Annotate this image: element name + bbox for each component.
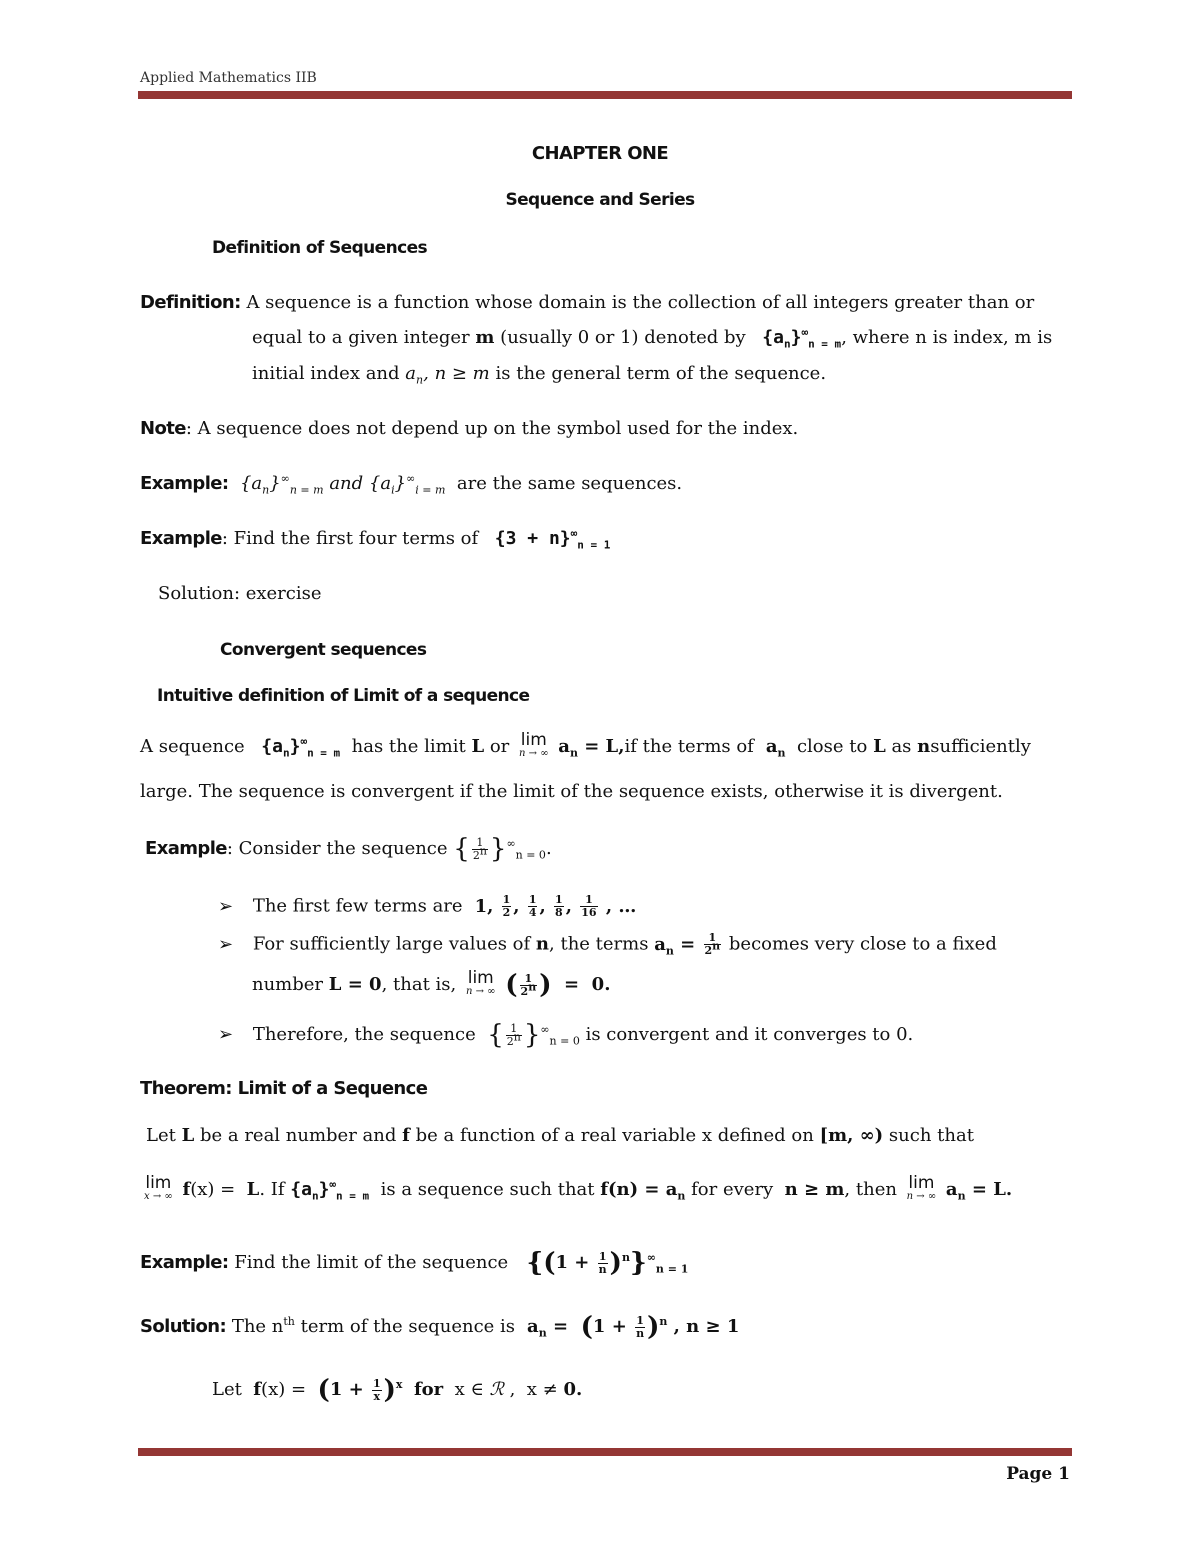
theorem-l2a: . If	[259, 1179, 285, 1200]
math-lim-2: lim n → ∞	[465, 968, 496, 997]
math-L: L	[471, 736, 485, 757]
math-L-3: L	[181, 1125, 195, 1146]
limit-definition-line-2: large. The sequence is convergent if the limit of the sequence exists, otherwise it is divergent.	[140, 781, 1003, 802]
math-n-geq-m: n ≥ m	[784, 1179, 845, 1200]
bullet-item-2	[218, 932, 997, 957]
limitdef-e: close to	[796, 736, 868, 757]
section-heading-definition: Definition of Sequences	[212, 238, 428, 258]
theorem-line-2: lim x → ∞ f(x) = L. If $\{a_n\}^\infty_{n = m}$ is a sequence such that $f(n) = a_n$ for every n ≥ m, then lim n → ∞ $a_n = L$.	[144, 1173, 1013, 1203]
definition-line-2	[252, 326, 1053, 351]
math-seq-ai: $\{a_i\}^\infty_{i = m}$	[368, 472, 446, 497]
chapter-title: CHAPTER ONE	[531, 143, 669, 164]
math-an: $a_n$	[759, 736, 786, 760]
math-interval: [m, ∞)	[819, 1125, 884, 1146]
limitdef-c: or	[489, 736, 510, 757]
bullet-2-text-e: , that is,	[381, 974, 457, 995]
math-sequence-an: $\{a_n\}^\infty_{n = m}$	[751, 326, 842, 351]
running-header: Applied Mathematics IIB	[140, 70, 317, 86]
definition-label: Definition:	[140, 292, 241, 313]
example-3-line	[145, 834, 552, 864]
example-2-text: : Find the first four terms of	[221, 528, 479, 549]
bullet-3-text-a: Therefore, the sequence	[252, 1024, 476, 1045]
bullet-item-1	[218, 894, 636, 919]
definition-text-1: A sequence is a function whose domain is the collection of all integers greater than or	[246, 292, 1035, 313]
theorem-l2b: is a sequence such that	[380, 1179, 595, 1200]
let-a: Let	[212, 1379, 242, 1400]
math-n-2: n	[535, 933, 550, 955]
example-4-line	[140, 1248, 688, 1278]
example-1-line	[140, 472, 683, 497]
math-seq-2: $\{a_n\}^\infty_{n = m}$	[290, 1178, 370, 1203]
math-L-2: L	[873, 736, 886, 757]
math-seq-an: $\{a_n\}^\infty_{n = m}$	[234, 472, 324, 497]
theorem-l1e: such that	[888, 1125, 974, 1146]
math-an-eq-L-2: $a_n = L$.	[945, 1179, 1013, 1203]
example-1-text: are the same sequences.	[456, 473, 683, 494]
math-seq-half-pow: { $\frac{1}{2^n}$ }$^\infty_{n = 0}$.	[453, 834, 552, 864]
math-seq-half-pow-2: { $\frac{1}{2^n}$ }$^\infty_{n = 0}$	[487, 1020, 580, 1050]
math-an-compound: $a_n = (1$ + $\frac{1}{n}$ )$^n$ , n ≥ 1	[520, 1312, 740, 1342]
theorem-l1b: be a real number and	[199, 1125, 397, 1146]
arrow-bullet-icon: ➢	[218, 933, 234, 955]
page-number: Page 1	[1006, 1464, 1070, 1484]
theorem-heading	[140, 1078, 427, 1099]
solution-2-line	[140, 1312, 739, 1342]
bullet-2-text-d: number	[252, 974, 324, 995]
example-3-text: : Consider the sequence	[226, 838, 448, 859]
example-3-label: Example	[145, 838, 227, 859]
bullet-item-3	[218, 1020, 913, 1050]
definition-text-3a: initial index and	[252, 363, 400, 384]
bullet-2-text-c: becomes very close to a fixed	[728, 933, 997, 955]
definition-text-2a: equal to a given integer	[252, 327, 470, 348]
limitdef-g: sufficiently	[930, 736, 1031, 757]
math-seq: $\{a_n\}^\infty_{n = m}$	[250, 735, 341, 760]
math-terms: 1, $\frac{1}{2}$ , $\frac{1}{4}$ , $\frac{1}{8}$ , $\frac{1}{16}$ , …	[468, 893, 637, 919]
theorem-l2c: for every	[691, 1179, 774, 1200]
example-1-label: Example:	[140, 473, 229, 494]
math-L-eq-0: L = 0	[328, 974, 382, 995]
math-fx-eq-L: f	[182, 1179, 191, 1200]
bullet-item-2-cont	[252, 970, 610, 1000]
limitdef-b: has the limit	[351, 736, 466, 757]
math-an-eq-L: $a_n = L$,	[558, 736, 625, 760]
limitdef-d: if the terms of	[624, 736, 754, 757]
theorem-l1c: be a function of a real variable	[415, 1125, 697, 1146]
example-2-label: Example	[140, 528, 222, 549]
let-for: for	[413, 1379, 444, 1400]
bullet-3-text-b: is convergent and it converges to 0.	[585, 1024, 914, 1045]
math-lim-value: ( $\frac{1}{2^n}$ ) = 0.	[505, 970, 611, 1000]
let-line: Let f(x) = (1 + $\frac{1}{x}$ )$^x$ for x ∈ ℛ , x ≠ 0.	[212, 1375, 583, 1405]
math-an-frac: $a_n$ = $\frac{1}{2^n}$	[654, 931, 721, 958]
theorem-l1d: defined on	[717, 1125, 814, 1146]
section-heading-intuitive-limit: Intuitive definition of Limit of a sequence	[157, 686, 530, 706]
note-line	[140, 418, 798, 439]
theorem-l1a: Let	[146, 1125, 176, 1146]
solution-2-label: Solution:	[140, 1316, 227, 1337]
example-1-and: and	[329, 473, 364, 494]
math-lim-3: lim x → ∞	[144, 1173, 173, 1202]
header-rule	[138, 91, 1072, 99]
solution-1: Solution: exercise	[158, 583, 322, 604]
bullet-1-text: The first few terms are	[252, 895, 463, 917]
limit-definition-line-1	[140, 730, 1031, 761]
math-x-in-R: x ∈ ℛ , x ≠ 0.	[454, 1379, 583, 1400]
definition-line-1	[140, 292, 1034, 313]
arrow-bullet-icon: ➢	[218, 895, 234, 917]
math-f: f	[402, 1125, 410, 1146]
definition-text-2c: , where n is index, m is	[841, 327, 1053, 348]
section-heading-convergent: Convergent sequences	[220, 640, 427, 660]
math-fn-eq-an: $f(n) = a_n$	[600, 1179, 686, 1203]
math-seq-3-plus-n: $\{3 + n\}^\infty_{n = 1}$	[483, 527, 611, 552]
limitdef-f: as	[891, 736, 912, 757]
math-fx-def: f	[253, 1379, 262, 1400]
theorem-label: Theorem:	[140, 1078, 232, 1099]
example-4-label: Example:	[140, 1252, 229, 1273]
example-4-text: Find the limit of the sequence	[234, 1252, 509, 1273]
bullet-2-text-a: For sufficiently large values of	[252, 933, 531, 955]
math-x: x	[701, 1125, 712, 1146]
chapter-subtitle: Sequence and Series	[505, 190, 695, 210]
math-n: n	[917, 736, 931, 757]
solution-2-a: The n	[231, 1316, 284, 1337]
footer-rule	[138, 1448, 1072, 1456]
math-general-term: $a_n$, n ≥ m	[405, 363, 490, 387]
solution-2-b: term of the sequence is	[300, 1316, 516, 1337]
definition-text-2b: (usually 0 or 1) denoted by	[500, 327, 746, 348]
math-seq-compound: {(1 + $\frac{1}{n}$ )$^n\}^\infty_{n = 1}$	[526, 1248, 689, 1278]
theorem-line-1	[146, 1125, 974, 1146]
solution-2-sup: th	[283, 1315, 295, 1328]
math-lim-4: lim n → ∞	[906, 1173, 937, 1202]
math-lim: lim n → ∞	[519, 730, 549, 759]
limitdef-a: A sequence	[140, 736, 245, 757]
math-m: m	[475, 327, 495, 348]
note-text: : A sequence does not depend up on the symbol used for the index.	[185, 418, 799, 439]
definition-text-3b: is the general term of the sequence.	[495, 363, 827, 384]
example-2-line	[140, 527, 611, 552]
theorem-l2d: , then	[844, 1179, 897, 1200]
note-label: Note	[140, 418, 186, 439]
arrow-bullet-icon: ➢	[218, 1024, 234, 1045]
theorem-title: Limit of a Sequence	[237, 1078, 428, 1099]
bullet-2-text-b: , the terms	[549, 933, 649, 955]
definition-line-3	[252, 363, 827, 387]
